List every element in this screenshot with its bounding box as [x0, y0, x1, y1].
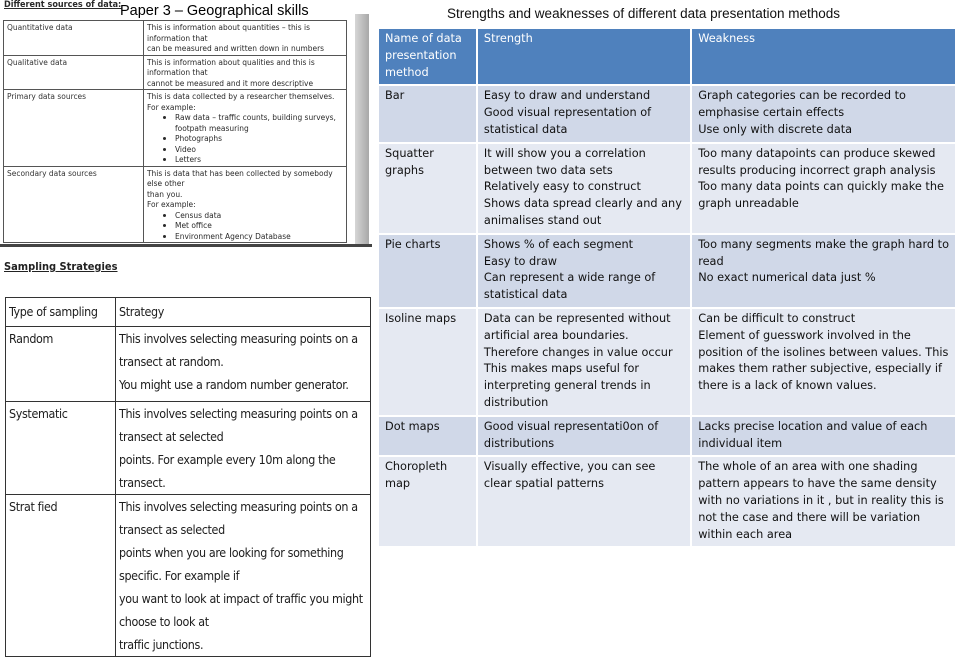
method-name: Bar: [378, 85, 477, 142]
sampling-heading: Sampling Strategies: [4, 260, 118, 273]
example-list: [147, 112, 343, 165]
text-line: Graph categories can be recorded to emphasise certain effects: [698, 89, 906, 120]
table-row: [378, 416, 956, 457]
text-line: It will show you a correlation between two data sets: [483, 146, 646, 177]
text-line: points when you are looking for something specific. For example if: [119, 545, 344, 583]
text-line: You might use a random number generator.: [119, 377, 349, 392]
text-line: This is information about qualities and this is information that: [147, 56, 315, 77]
list-item: • Video: [175, 144, 343, 155]
strength-cell: [477, 234, 691, 308]
example-list: [147, 210, 343, 242]
sampling-strategy: [116, 327, 371, 402]
text-line: points. For example every 10m along the transect.: [119, 452, 336, 490]
text-line: This is data collected by a researcher themselves.: [147, 91, 335, 101]
sampling-type: Strat fied: [6, 495, 116, 657]
row-text: [144, 21, 347, 56]
text-line: you want to look at impact of traffic you might choose to look at: [119, 591, 363, 629]
table-header-row: [378, 28, 956, 85]
row-key: Secondary data sources: [4, 166, 144, 243]
list-item: • Met office: [175, 220, 343, 231]
table-row: [378, 234, 956, 308]
weakness-cell: [691, 308, 956, 416]
text-line: Can represent a wide range of statistical data: [483, 271, 656, 302]
text-line: Use only with discrete data: [698, 122, 853, 136]
table-row: [6, 495, 371, 657]
header-strategy: Strategy: [116, 298, 371, 327]
method-name: Dot maps: [378, 416, 477, 457]
text-line: This is data that has been collected by somebody else other: [147, 167, 333, 188]
text-line: Relatively easy to construct: [483, 180, 641, 194]
method-name: Isoline maps: [378, 308, 477, 416]
weakness-cell: [691, 456, 956, 547]
text-line: Good visual representati0on of distributions: [483, 419, 659, 450]
header-name: Name of data presentation method: [378, 28, 477, 85]
data-sources-heading: Different sources of data:: [4, 0, 122, 10]
text-line: This involves selecting measuring points on a transect at random.: [119, 331, 358, 369]
table-row: [4, 55, 347, 90]
presentation-methods-table: [377, 27, 957, 548]
strength-cell: [477, 308, 691, 416]
text-line: Too many data points can quickly make the graph unreadable: [698, 180, 944, 211]
text-line: For example:: [147, 101, 196, 112]
text-line: Shows data spread clearly and any animalises stand out: [483, 197, 682, 227]
text-line: This involves selecting measuring points on a transect at selected: [119, 406, 358, 444]
scan-divider: [0, 244, 372, 247]
table-row: [6, 327, 371, 402]
list-item: • Environment Agency Database: [175, 231, 343, 242]
text-line: This is information about quantities – this is information that: [147, 22, 310, 43]
header-type: Type of sampling: [6, 298, 116, 327]
table-row: [378, 456, 956, 547]
list-item: • Raw data – traffic counts, building surveys, footpath measuring: [175, 112, 343, 133]
text-line: For example:: [147, 199, 196, 209]
list-item: • Photographs: [175, 133, 343, 144]
sampling-type: Random: [6, 327, 116, 402]
text-line: Data can be represented without artificial area boundaries. Therefore changes in value occur This makes maps useful for interpreting general trends in distribution: [483, 311, 673, 409]
method-name: Squatter graphs: [378, 143, 477, 234]
list-item: • Letters: [175, 154, 343, 165]
text-line: Element of guesswork involved in the position of the isolines between values. This makes them rather subjective, especially if there is a lack of known values.: [698, 328, 949, 393]
row-key: Quantitative data: [4, 21, 144, 56]
text-line: This involves selecting measuring points on a transect as selected: [119, 499, 358, 537]
text-line: Shows % of each segment: [483, 237, 634, 251]
strength-cell: [477, 85, 691, 142]
data-sources-table: [3, 20, 347, 243]
text-line: Can be difficult to construct: [698, 311, 856, 325]
table-row: [378, 143, 956, 234]
row-text: [144, 166, 347, 243]
text-line: Too many datapoints can produce skewed results producing incorrect graph analysis: [698, 146, 936, 177]
strength-cell: [477, 143, 691, 234]
table-row: [4, 21, 347, 56]
text-line: cannot be measured and it more descriptive: [147, 77, 314, 88]
text-line: can be measured and written down in numbers: [147, 43, 325, 53]
paper-title: Paper 3 – Geographical skills: [120, 3, 309, 19]
table-row: [378, 85, 956, 142]
sampling-table: [5, 297, 371, 657]
row-key: Primary data sources: [4, 90, 144, 167]
header-weakness: Weakness: [691, 28, 956, 85]
method-name: Choropleth map: [378, 456, 477, 547]
table-row: [6, 402, 371, 495]
text-line: The whole of an area with one shading pattern appears to have the same density with no variations in it , but in reality this is not the case and there will be variation within each area: [698, 460, 944, 541]
method-name: Pie charts: [378, 234, 477, 308]
strength-cell: [477, 416, 691, 457]
text-line: traffic junctions.: [119, 637, 204, 652]
table-row: [4, 166, 347, 243]
sampling-type: Systematic: [6, 402, 116, 495]
table-row: [4, 90, 347, 167]
text-line: Easy to draw: [483, 254, 558, 268]
header-strength: Strength: [477, 28, 691, 85]
text-line: than you.: [147, 188, 183, 199]
table-header-row: [6, 298, 371, 327]
sampling-strategy: [116, 402, 371, 495]
scan-shadow: [355, 14, 369, 244]
row-text: [144, 90, 347, 167]
text-line: Easy to draw and understand: [483, 89, 651, 103]
text-line: Visually effective, you can see clear spatial patterns: [483, 460, 656, 491]
weakness-cell: [691, 416, 956, 457]
row-text: [144, 55, 347, 90]
slide-title: Strengths and weaknesses of different data presentation methods: [447, 6, 841, 21]
weakness-cell: [691, 143, 956, 234]
row-key: Qualitative data: [4, 55, 144, 90]
left-notes-panel: [0, 0, 372, 652]
strength-cell: [477, 456, 691, 547]
text-line: No exact numerical data just %: [698, 271, 876, 285]
weakness-cell: [691, 234, 956, 308]
sampling-strategy: [116, 495, 371, 657]
weakness-cell: [691, 85, 956, 142]
text-line: Too many segments make the graph hard to read: [698, 237, 950, 268]
text-line: Lacks precise location and value of each individual item: [698, 419, 928, 450]
list-item: • Census data: [175, 210, 343, 221]
table-row: [378, 308, 956, 416]
text-line: Good visual representation of statistical data: [483, 106, 652, 136]
